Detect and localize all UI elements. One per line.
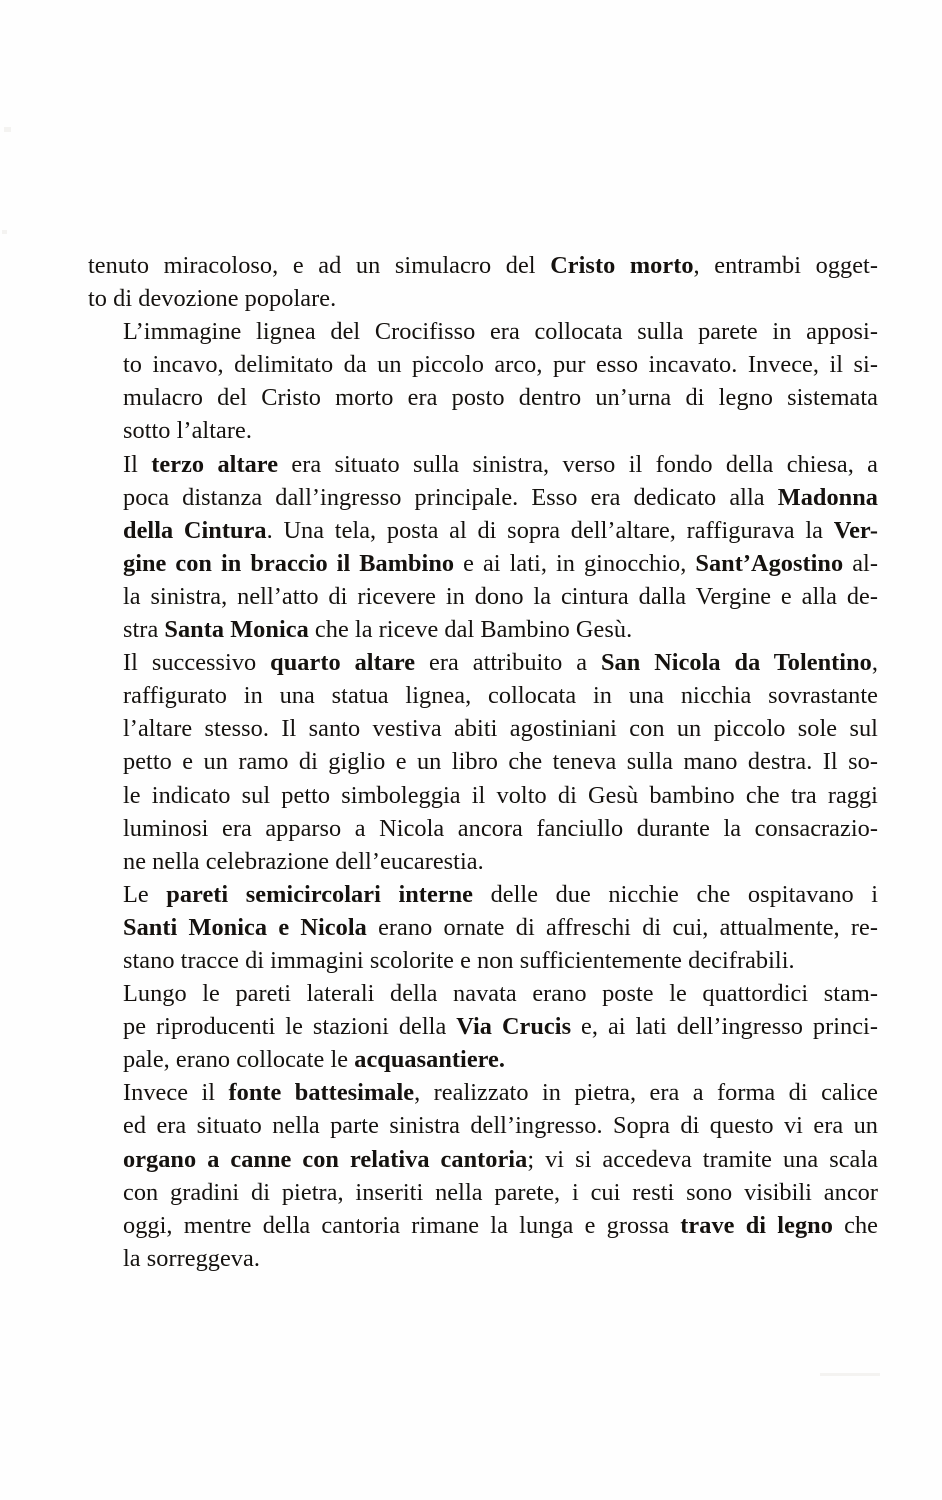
emphasis-bold: organo a canne con relativa cantoria [123,1145,528,1173]
text-line [88,712,878,745]
text-run: , realizzato in pietra, era a forma di calice [414,1079,879,1107]
text-line [88,1043,878,1076]
text-run: l’altare stesso. Il santo vestiva abiti agostiniani con un piccolo sole sul [123,715,878,743]
emphasis-bold: gine con in braccio il Bambino [123,549,455,577]
emphasis-bold: acquasantiere. [354,1046,506,1074]
text-line [88,249,878,282]
text-run: to di devozione popolare. [88,285,337,313]
text-line [88,315,878,348]
text-line [88,1010,878,1043]
text-run: che [832,1211,879,1239]
text-line [88,812,878,845]
text-run: to incavo, delimitato da un piccolo arco, pur esso incavato. Invece, il si- [123,351,878,379]
text-run: tenuto miracoloso, e ad un simulacro del [88,252,551,279]
emphasis-bold: pareti semicircolari interne [166,880,474,908]
text-line [88,679,878,712]
emphasis-bold: Ver- [833,516,878,544]
emphasis-bold: terzo altare [151,450,279,478]
text-run: stano tracce di immagini scolorite e non sufficientemente decifrabili. [123,946,795,974]
text-run: , entrambi ogget- [693,252,879,279]
emphasis-bold: trave di legno [680,1211,833,1239]
text-line [88,481,878,514]
emphasis-bold: Santa Monica [164,616,309,644]
text-run: le indicato sul petto simboleggia il volto di Gesù bambino che tra raggi [123,781,878,809]
text-run: con gradini di pietra, inseriti nella parete, i cui resti sono visibili ancor [123,1178,878,1206]
text-line [88,944,878,977]
text-line [88,381,878,414]
text-line [88,414,878,447]
scan-speckle [820,1373,880,1376]
emphasis-bold: Madonna [777,483,878,511]
text-run: poca distanza dall’ingresso principale. Esso era dedicato alla [123,483,778,511]
text-run: la sorreggeva. [123,1244,260,1272]
paragraph [88,977,878,1076]
text-run: oggi, mentre della cantoria rimane la lunga e grossa [123,1211,681,1239]
emphasis-bold: Cristo morto [550,252,694,279]
paragraph [88,1076,878,1275]
text-line [88,580,878,613]
body-text [88,249,878,1275]
text-run: e, ai lati dell’ingresso princi- [571,1013,878,1041]
text-line [88,1209,878,1242]
text-run: ; vi si accedeva tramite una scala [527,1145,879,1173]
text-run: pe riproducenti le stazioni della [123,1013,457,1041]
text-line [88,1076,878,1109]
text-run: che la riceve dal Bambino Gesù. [308,616,633,644]
scan-speckle [4,127,11,132]
paragraph [88,249,878,315]
text-run: delle due nicchie che ospitavano i [473,880,878,908]
text-line [88,282,878,315]
text-line [88,1242,878,1275]
text-run: . Una tela, posta al di sopra dell’altare, raffigurava la [266,516,834,544]
paragraph [88,878,878,977]
text-run: e ai lati, in ginocchio, [454,549,696,577]
text-run: Le [123,880,167,908]
emphasis-bold: della Cintura [123,516,267,544]
text-line [88,745,878,778]
text-line [88,1109,878,1142]
text-run: raffigurato in una statua lignea, collocata in una nicchia sovrastante [123,682,878,710]
text-line [88,547,878,580]
text-run: Lungo le pareti laterali della navata erano poste le quattordici stam- [123,980,878,1008]
text-run: al- [843,549,878,577]
text-run: , [871,649,878,677]
text-line [88,448,878,481]
text-run: mulacro del Cristo morto era posto dentro un’urna di legno sistemata [123,384,878,412]
text-run: petto e un ramo di giglio e un libro che teneva sulla mano destra. Il so- [123,748,878,776]
text-line [88,348,878,381]
text-run: Invece il [123,1079,229,1107]
emphasis-bold: Sant’Agostino [695,549,844,577]
text-line [88,646,878,679]
text-run: L’immagine lignea del Crocifisso era collocata sulla parete in apposi- [123,318,878,346]
text-run: erano ornate di affreschi di cui, attualmente, re- [366,913,879,941]
emphasis-bold: quarto altare [270,649,416,677]
text-line [88,911,878,944]
text-line [88,613,878,646]
scan-speckle [824,1374,862,1376]
emphasis-bold: Via Crucis [456,1013,572,1041]
text-run: era situato sulla sinistra, verso il fondo della chiesa, a [278,450,878,478]
text-run: la sinistra, nell’atto di ricevere in dono la cintura dalla Vergine e alla de- [123,582,878,610]
text-line [88,977,878,1010]
text-run: Il successivo [123,649,271,677]
text-run: ed era situato nella parte sinistra dell’ingresso. Sopra di questo vi era un [123,1112,878,1140]
text-line [88,845,878,878]
text-run: pale, erano collocate le [123,1046,355,1074]
text-run: Il [123,450,152,478]
emphasis-bold: San Nicola da Tolentino [600,649,872,677]
text-line [88,878,878,911]
text-run: stra [123,616,165,644]
text-line [88,514,878,547]
text-run: luminosi era apparso a Nicola ancora fanciullo durante la consacrazio- [123,814,878,842]
emphasis-bold: Santi Monica e Nicola [123,913,367,941]
paragraph [88,646,878,878]
text-run: era attribuito a [415,649,601,677]
text-run: sotto l’altare. [123,417,252,445]
text-line [88,1176,878,1209]
paragraph [88,448,878,647]
paragraph [88,315,878,447]
scan-speckle [2,230,7,234]
text-line [88,1143,878,1176]
text-run: ne nella celebrazione dell’eucarestia. [123,847,484,875]
text-line [88,779,878,812]
emphasis-bold: fonte battesimale [228,1079,415,1107]
